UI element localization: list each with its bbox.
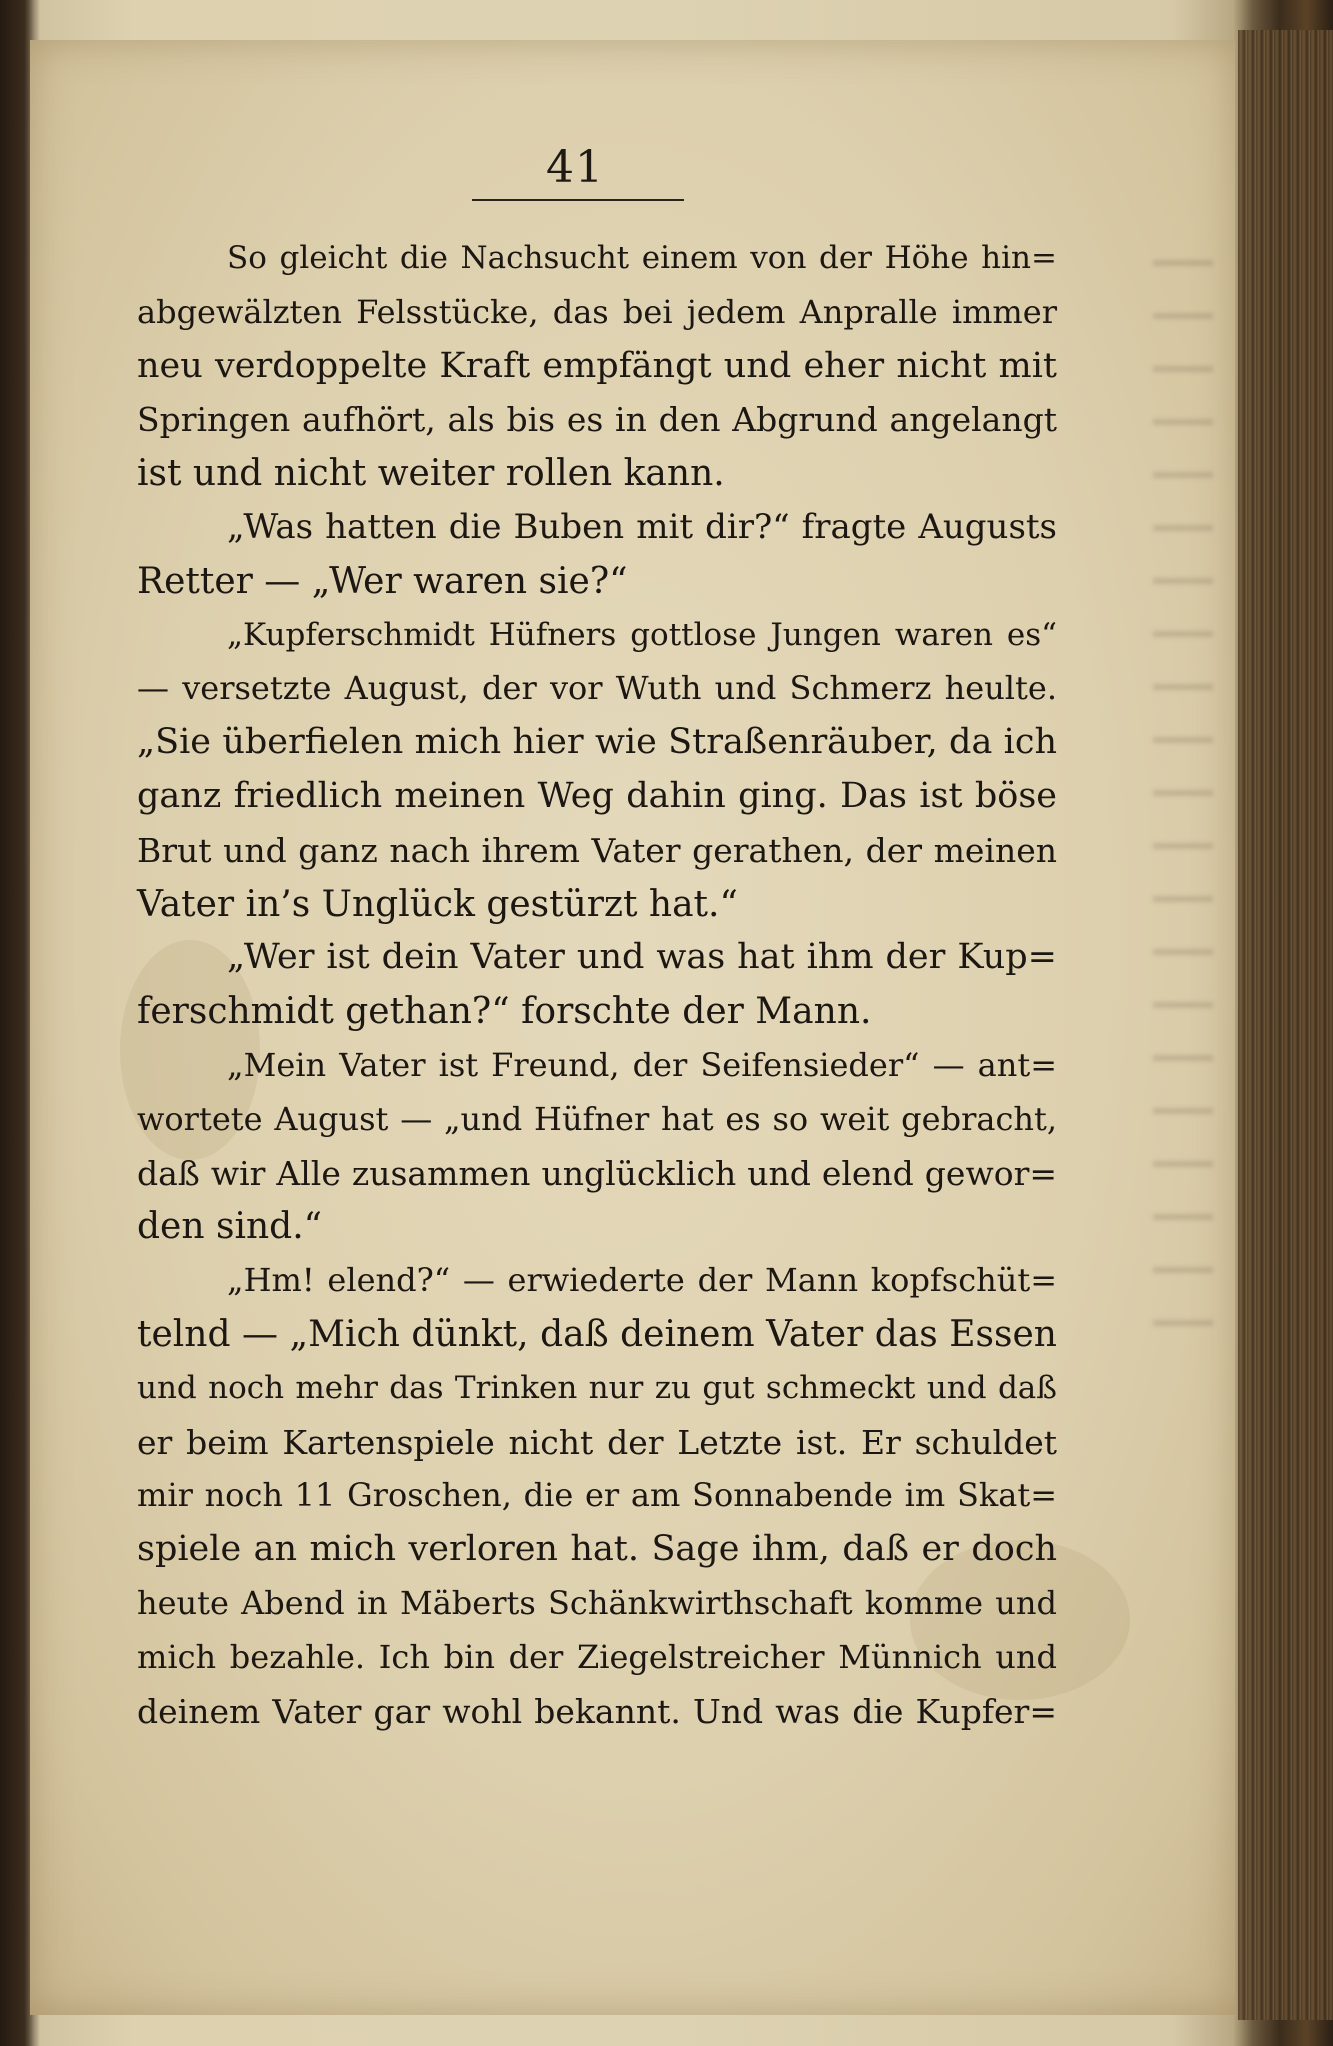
header-rule — [472, 199, 684, 201]
text-line: „Mein Vater ist Freund, der Seifensieder“ — ant= — [227, 1045, 1057, 1084]
text-line: Brut und ganz nach ihrem Vater gerathen, der meinen — [137, 830, 1057, 870]
text-line: ganz friedlich meinen Weg dahin ging. Das ist böse — [137, 775, 1057, 816]
text-line: „Wer ist dein Vater und was hat ihm der Kup= — [227, 937, 1057, 978]
text-line: „Hm! elend?“ — erwiederte der Mann kopfschüt= — [227, 1261, 1057, 1300]
text-line: mir noch 11 Groschen, die er am Sonnabende im Skat= — [137, 1476, 1057, 1515]
text-line: spiele an mich verloren hat. Sage ihm, daß er doch — [137, 1529, 1057, 1570]
text-line: den sind.“ — [137, 1206, 323, 1248]
text-line: „Was hatten die Buben mit dir?“ fragte Augusts — [227, 506, 1057, 547]
text-line: er beim Kartenspiele nicht der Letzte ist. Er schuldet — [137, 1422, 1057, 1462]
text-line: Retter — „Wer waren sie?“ — [137, 560, 628, 602]
text-line: mich bezahle. Ich bin der Ziegelstreicher Münnich und — [137, 1637, 1057, 1676]
text-line: abgewälzten Felsstücke, das bei jedem Anpralle immer — [137, 292, 1057, 331]
text-line: daß wir Alle zusammen unglücklich und elend gewor= — [137, 1153, 1057, 1193]
text-line: deinem Vater gar wohl bekannt. Und was die Kupfer= — [137, 1691, 1057, 1731]
text-line: So gleicht die Nachsucht einem von der Höhe hin= — [227, 240, 1057, 276]
text-line: ferschmidt gethan?“ forschte der Mann. — [137, 991, 872, 1033]
text-line: „Sie überfielen mich hier wie Straßenräuber, da ich — [137, 722, 1057, 763]
text-line: telnd — „Mich dünkt, daß deinem Vater das Essen — [137, 1313, 1057, 1355]
text-line: Springen aufhört, als bis es in den Abgrund angelangt — [137, 400, 1057, 440]
show-through-text — [1153, 260, 1213, 1360]
text-line: und noch mehr das Trinken nur zu gut schmeckt und daß — [137, 1369, 1057, 1406]
text-line: heute Abend in Mäberts Schänkwirthschaft komme und — [137, 1583, 1057, 1622]
text-line: „Kupferschmidt Hüfners gottlose Jungen waren es“ — [227, 616, 1057, 653]
text-line: Vater in’s Unglück gestürzt hat.“ — [137, 883, 738, 925]
text-line: ist und nicht weiter rollen kann. — [137, 453, 725, 495]
text-line: wortete August — „und Hüfner hat es so weit gebracht, — [137, 1099, 1057, 1138]
body-text — [137, 232, 1057, 1738]
text-line: — versetzte August, der vor Wuth und Schmerz heulte. — [137, 669, 1057, 708]
text-line: neu verdoppelte Kraft empfängt und eher nicht mit — [137, 345, 1057, 386]
page-number: 41 — [546, 142, 604, 193]
page-edge-stack — [1238, 30, 1333, 2020]
